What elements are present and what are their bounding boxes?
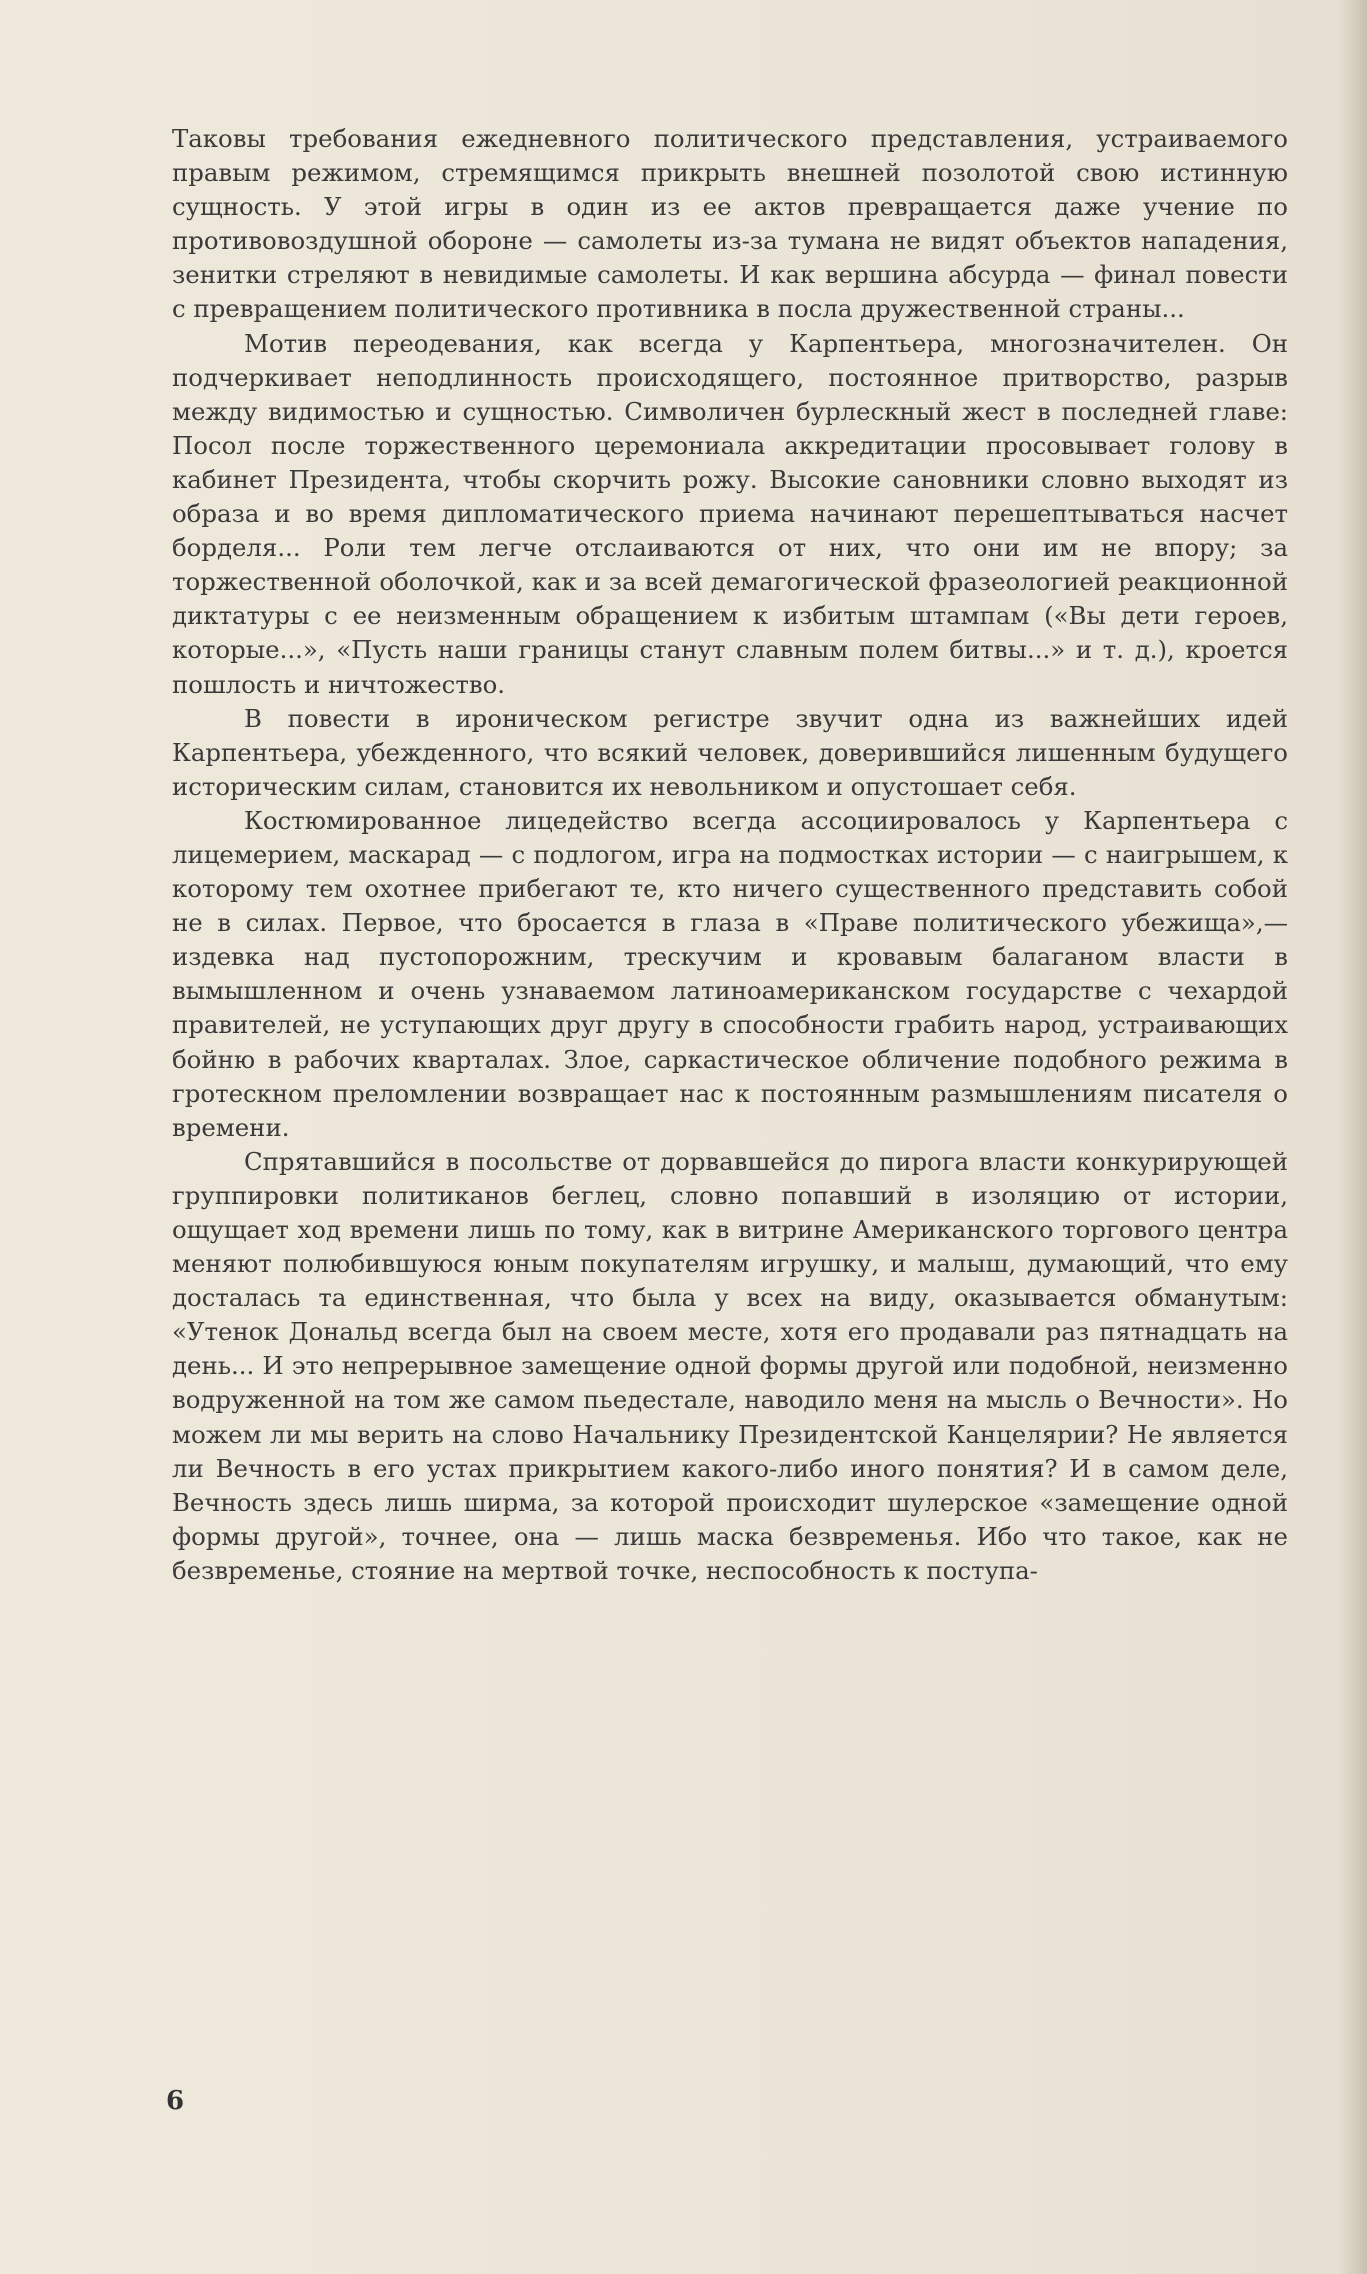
paragraph-1: Таковы требования ежедневного политического представления, устраиваемого правым режимом, стремящимся прикрыть внешней позолотой свою истинную сущность. У этой игры в один из ее актов превращается даже учение по противовоздушной обороне — самолеты из-за тумана не видят объектов нападения, зенитки стреляют в невидимые самолеты. И как вершина абсурда — финал повести с превращением политического противника в посла дружественной страны... [172,124,1288,324]
paragraph-4: Костюмированное лицедейство всегда ассоциировалось у Карпентьера с лицемерием, маскарад — с подлогом, игра на подмостках истории — с наигрышем, к которому тем охотнее прибегают те, кто ничего существенного представить собой не в силах. Первое, что бросается в глаза в «Праве политического убежища»,— издевка над пустопорожним, трескучим и кровавым балаганом власти в вымышленном и очень узнаваемом латиноамериканском государстве с чехардой правителей, не уступающих друг другу в способности грабить народ, устраивающих бойню в рабочих кварталах. Злое, саркастическое обличение подобного режима в гротескном преломлении возвращает нас к постоянным размышлениям писателя о времени. [172,805,1288,1142]
body-text [172,122,1288,1588]
paragraph-3: В повести в ироническом регистре звучит одна из важнейших идей Карпентьера, убежденного, что всякий человек, доверившийся лишенным будущего историческим силам, становится их невольником и опустошает себя. [172,703,1288,801]
page-number: 6 [166,2086,185,2116]
paragraph-2: Мотив переодевания, как всегда у Карпентьера, многозначителен. Он подчеркивает неподлинность происходящего, постоянное притворство, разрыв между видимостью и сущностью. Символичен бурлескный жест в последней главе: Посол после торжественного церемониала аккредитации просовывает голову в кабинет Президента, чтобы скорчить рожу. Высокие сановники словно выходят из образа и во время дипломатического приема начинают перешептываться насчет борделя... Роли тем легче отслаиваются от них, что они им не впору; за торжественной оболочкой, как и за всей демагогической фразеологией реакционной диктатуры с ее неизменным обращением к избитым штампам («Вы дети героев, которые...», «Пусть наши границы станут славным полем битвы...» и т. д.), кроется пошлость и ничтожество. [172,328,1288,699]
paragraph-5: Спрятавшийся в посольстве от дорвавшейся до пирога власти конкурирующей группировки политиканов беглец, словно попавший в изоляцию от истории, ощущает ход времени лишь по тому, как в витрине Американского торгового центра меняют полюбившуюся юным покупателям игрушку, и малыш, думающий, что ему досталась та единственная, что была у всех на виду, оказывается обманутым: «Утенок Дональд всегда был на своем месте, хотя его продавали раз пятнадцать на день... И это непрерывное замещение одной формы другой или подобной, неизменно водруженной на том же самом пьедестале, наводило меня на мысль о Вечности». Но можем ли мы верить на слово Начальнику Президентской Канцелярии? Не является ли Вечность в его устах прикрытием какого-либо иного понятия? И в самом деле, Вечность здесь лишь ширма, за которой происходит шулерское «замещение одной формы другой», точнее, она — лишь маска безвременья. Ибо что такое, как не безвременье, стояние на мертвой точке, неспособность к поступа- [172,1146,1288,1585]
page-edge-shadow [1337,0,1367,2274]
